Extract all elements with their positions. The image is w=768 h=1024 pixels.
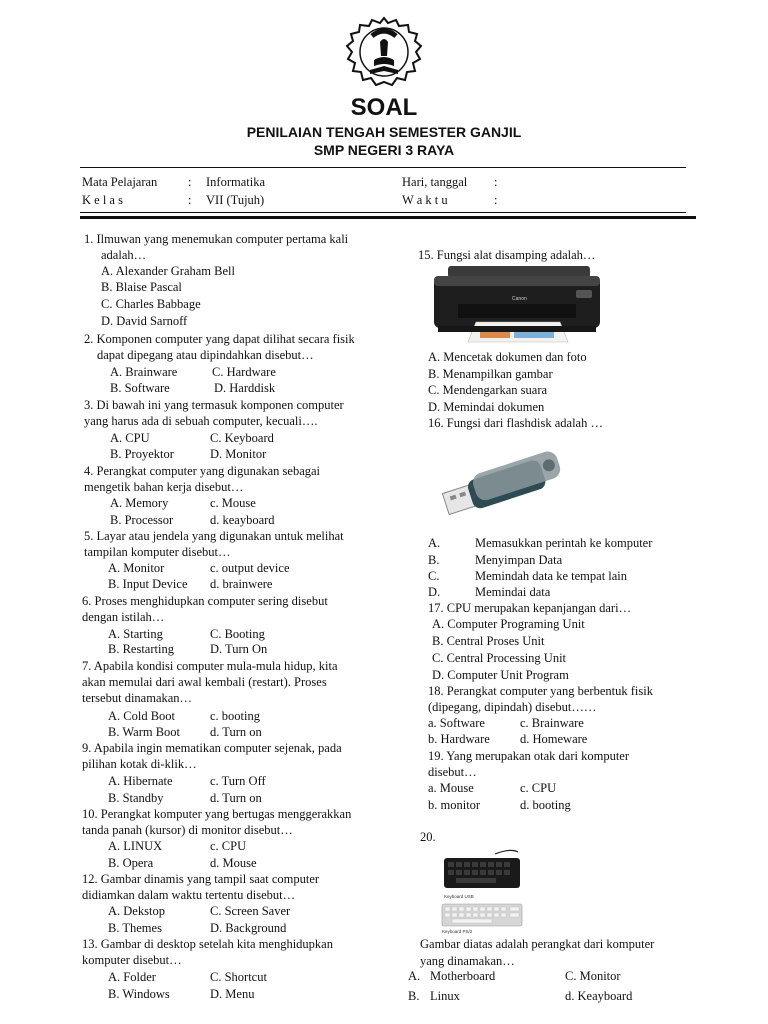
option-c: C. Hardware [212, 365, 276, 379]
question-12-cont: didiamkan dalam waktu tertentu disebut… [82, 888, 296, 902]
value-class: VII (Tujuh) [206, 193, 265, 207]
option-letter: A. [428, 536, 441, 550]
option-b: B. Restarting [108, 642, 174, 656]
option-b: B. Software [110, 381, 170, 395]
question-3-cont: yang harus ada di sebuah computer, kecuali…. [84, 414, 318, 428]
question-2: 2. Komponen computer yang dapat dilihat secara fisik [84, 332, 355, 346]
option-b: B. Warm Boot [108, 725, 181, 739]
option-b: B. Input Device [108, 577, 188, 591]
option-c: C. Screen Saver [210, 904, 291, 918]
question-19: 19. Yang merupakan otak dari komputer [428, 749, 630, 763]
option-c: c. booting [210, 709, 260, 723]
label-class: K e l a s [82, 193, 123, 207]
question-4: 4. Perangkat computer yang digunakan sebagai [84, 464, 321, 478]
option: D. Computer Unit Program [432, 668, 569, 682]
question-5: 5. Layar atau jendela yang digunakan untuk melihat [84, 529, 344, 543]
option-c: c. output device [210, 561, 290, 575]
flashdisk-image [430, 433, 572, 533]
question-20-text: Gambar diatas adalah perangkat dari komputer [420, 937, 655, 951]
question-7-cont: tersebut dinamakan… [82, 691, 193, 705]
option-a: A. Monitor [108, 561, 165, 575]
colon: : [188, 193, 192, 207]
option-c: C. Keyboard [210, 431, 274, 445]
option-d: d. Homeware [520, 732, 588, 746]
label-time: W a k t u [402, 193, 448, 207]
option-c: c. Mouse [210, 496, 256, 510]
option-b: Linux [430, 989, 460, 1003]
option-d: D. Monitor [210, 447, 267, 461]
colon: : [494, 175, 498, 189]
question-10: 10. Perangkat komputer yang bertugas menggerakkan [82, 807, 352, 821]
option-b: B. Windows [108, 987, 170, 1001]
question-2-cont: dapat dipegang atau dipindahkan disebut… [97, 348, 314, 362]
question-7-cont: akan memulai dari awal kembali (restart). Proses [82, 675, 327, 689]
question-3: 3. Di bawah ini yang termasuk komponen computer [84, 398, 344, 412]
question-18: 18. Perangkat computer yang berbentuk fisik [428, 684, 653, 698]
keyboard-usb-label: Keyboard USB [444, 894, 474, 899]
label-subject: Mata Pelajaran [82, 175, 158, 189]
option-a: A. LINUX [108, 839, 163, 853]
question-18-cont: (dipegang, dipindah) disebut…… [428, 700, 597, 714]
option-b: b. Hardware [428, 732, 490, 746]
option: B. Central Proses Unit [432, 634, 545, 648]
question-9: 9. Apabila ingin mematikan computer sejenak, pada [82, 741, 342, 755]
option-a: A. Hibernate [108, 774, 173, 788]
option-c: c. CPU [210, 839, 247, 853]
option-c: C. Shortcut [210, 970, 267, 984]
option-c: C. Booting [210, 627, 265, 641]
option-d: d. Turn on [210, 725, 262, 739]
tut-wuri-handayani-emblem [344, 16, 424, 94]
question-10-cont: tanda panah (kursor) di monitor disebut… [82, 823, 293, 837]
option-c: c. Turn Off [210, 774, 266, 788]
question-1-cont: adalah… [101, 248, 147, 262]
option: Memasukkan perintah ke komputer [475, 536, 653, 550]
option-letter: D. [428, 585, 441, 599]
option: C. Mendengarkan suara [428, 383, 548, 397]
option: C. Central Processing Unit [432, 651, 567, 665]
question-20-cont: yang dinamakan… [420, 954, 515, 968]
option: C. Charles Babbage [101, 297, 201, 311]
option-b: b. monitor [428, 798, 481, 812]
printer-brand: Canon [512, 296, 527, 302]
option-d: D. Background [210, 921, 287, 935]
option-b: B. Processor [110, 513, 174, 527]
question-13: 13. Gambar di desktop setelah kita menghidupkan [82, 937, 333, 951]
question-4-cont: mengetik bahan kerja disebut… [84, 480, 244, 494]
option: D. Memindai dokumen [428, 400, 545, 414]
divider-thin [80, 212, 686, 213]
divider-thick [80, 216, 696, 219]
subtitle-school: SMP NEGERI 3 RAYA [313, 142, 455, 158]
question-5-cont: tampilan komputer disebut… [84, 545, 231, 559]
option: A. Alexander Graham Bell [101, 264, 235, 278]
option-c: c. Brainware [520, 716, 584, 730]
question-19-cont: disebut… [428, 765, 477, 779]
question-6: 6. Proses menghidupkan computer sering disebut [82, 594, 328, 608]
option: A. Computer Programing Unit [432, 617, 585, 631]
question-17: 17. CPU merupakan kepanjangan dari… [428, 601, 632, 615]
question-6-cont: dengan istilah… [82, 610, 165, 624]
option: Memindai data [475, 585, 551, 599]
option-a: A. Memory [110, 496, 169, 510]
option-a: a. Mouse [428, 781, 474, 795]
option: B. Blaise Pascal [101, 280, 182, 294]
option-a: A. CPU [110, 431, 150, 445]
option: A. Mencetak dokumen dan foto [428, 350, 587, 364]
option-a: a. Software [428, 716, 485, 730]
option-letter: A. [408, 969, 421, 983]
option-a: A. Starting [108, 627, 163, 641]
option-b: B. Themes [108, 921, 162, 935]
colon: : [494, 193, 498, 207]
option-a: A. Brainware [110, 365, 178, 379]
question-9-cont: pilihan kotak di-klik… [82, 757, 197, 771]
option-a: A. Cold Boot [108, 709, 176, 723]
question-7: 7. Apabila kondisi computer mula-mula hidup, kita [82, 659, 338, 673]
question-15: 15. Fungsi alat disamping adalah… [418, 248, 596, 262]
option: Menyimpan Data [475, 553, 563, 567]
option-d: d. Turn on [210, 791, 262, 805]
subtitle-exam: PENILAIAN TENGAH SEMESTER GANJIL [246, 124, 522, 140]
question-16: 16. Fungsi dari flashdisk adalah … [428, 416, 603, 430]
option-a: A. Folder [108, 970, 156, 984]
option-c: C. Monitor [565, 969, 621, 983]
value-subject: Informatika [206, 175, 266, 189]
printer-image [428, 264, 606, 348]
option: B. Menampilkan gambar [428, 367, 553, 381]
option-d: d. brainwere [210, 577, 273, 591]
option-c: c. CPU [520, 781, 557, 795]
option-b: B. Standby [108, 791, 164, 805]
option-d: D. Menu [210, 987, 255, 1001]
option-letter: B. [428, 553, 440, 567]
page-title: SOAL [350, 94, 418, 121]
option-a: A. Dekstop [108, 904, 165, 918]
question-20: 20. [420, 830, 436, 844]
option-d: d. booting [520, 798, 571, 812]
option-letter: B. [408, 989, 420, 1003]
option: D. David Sarnoff [101, 314, 188, 328]
option-d: D. Harddisk [214, 381, 276, 395]
option-letter: C. [428, 569, 440, 583]
option: Memindah data ke tempat lain [475, 569, 628, 583]
keyboard-ps2-label: Keyboard PS/2 [442, 929, 473, 934]
option-d: d. Keayboard [565, 989, 633, 1003]
divider-top [80, 167, 686, 168]
option-d: d. keayboard [210, 513, 275, 527]
option-b: B. Proyektor [110, 447, 174, 461]
colon: : [188, 175, 192, 189]
question-12: 12. Gambar dinamis yang tampil saat computer [82, 872, 320, 886]
option-b: B. Opera [108, 856, 154, 870]
option-a: Motherboard [430, 969, 496, 983]
keyboard-image [440, 848, 530, 934]
option-d: D. Turn On [210, 642, 268, 656]
option-d: d. Mouse [210, 856, 257, 870]
label-date: Hari, tanggal [402, 175, 468, 189]
question-13-cont: komputer disebut… [82, 953, 182, 967]
question-1: 1. Ilmuwan yang menemukan computer pertama kali [84, 232, 349, 246]
